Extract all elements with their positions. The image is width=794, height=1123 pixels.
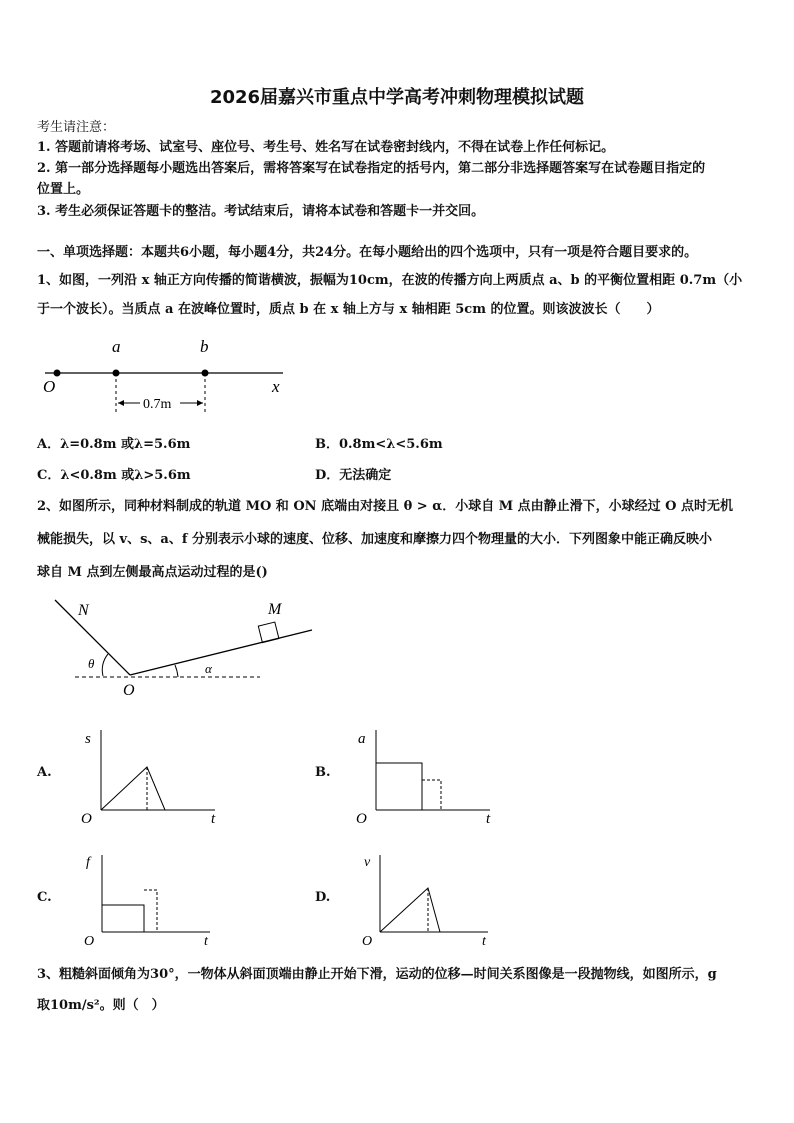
option-c[interactable]: C．λ<0.8m 或λ>5.6m	[37, 468, 191, 483]
track-figure	[0, 590, 330, 700]
x-axis-label: x	[272, 377, 280, 396]
option-b[interactable]: B．0.8m<λ<5.6m	[315, 437, 443, 452]
wave-axis-figure	[0, 330, 300, 420]
notice-item: 3. 考生必须保证答题卡的整洁。考试结束后，请将本试卷和答题卡一并交回。	[37, 204, 485, 219]
graph-b-a-t[interactable]	[350, 725, 500, 830]
question-text: 2、如图所示，同种材料制成的轨道 MO 和 ON 底端由对接且 θ > α．小球自 M 点由静止滑下，小球经过 O 点时无机	[37, 499, 734, 514]
point-m-label: M	[268, 601, 282, 618]
graph-option-label[interactable]: A.	[37, 765, 52, 780]
distance-label: 0.7m	[143, 397, 172, 412]
question-text: 械能损失，以 v、s、a、f 分别表示小球的速度、位移、加速度和摩擦力四个物理量的大小．下列图象中能正确反映小	[37, 532, 712, 547]
section-heading: 一、单项选择题：本题共6小题，每小题4分，共24分。在每小题给出的四个选项中，只有一项是符合题目要求的。	[37, 245, 698, 260]
page-title: 2026届嘉兴市重点中学高考冲刺物理模拟试题	[209, 87, 585, 108]
question-text: 1、如图，一列沿 x 轴正方向传播的简谐横波，振幅为10cm，在波的传播方向上两质点 a、b 的平衡位置相距 0.7m（小	[37, 273, 743, 288]
notice-item: 1. 答题前请将考场、试室号、座位号、考生号、姓名写在试卷密封线内，不得在试卷上作任何标记。	[37, 140, 615, 155]
origin-label: O	[43, 377, 56, 396]
point-n-label: N	[78, 602, 89, 619]
graph-axis-label: t	[204, 934, 208, 949]
point-b-label: b	[200, 337, 209, 356]
point-o-label: O	[123, 682, 135, 699]
graph-axis-label: f	[86, 855, 90, 870]
question-text: 3、粗糙斜面倾角为30°，一物体从斜面顶端由静止开始下滑，运动的位移—时间关系图像是一段抛物线，如图所示，g	[37, 967, 717, 982]
notice-item: 2. 第一部分选择题每小题选出答案后，需将答案写在试卷指定的括号内，第二部分非选择题答案写在试卷题目指定的	[37, 161, 706, 176]
graph-a-s-t[interactable]	[75, 725, 225, 830]
graph-option-label[interactable]: D.	[315, 890, 331, 905]
graph-axis-label: O	[362, 934, 373, 949]
question-text: 取10m/s²。则（ ）	[37, 998, 165, 1013]
alpha-label: α	[205, 661, 212, 676]
graph-d-v-t[interactable]	[358, 850, 498, 950]
graph-axis-label: t	[211, 811, 216, 827]
notice-heading: 考生请注意：	[37, 120, 116, 135]
option-a[interactable]: A．λ=0.8m 或λ=5.6m	[37, 437, 191, 452]
graph-axis-label: O	[84, 934, 95, 949]
graph-option-label[interactable]: B.	[315, 765, 331, 780]
option-d[interactable]: D．无法确定	[315, 468, 392, 483]
theta-label: θ	[88, 656, 95, 671]
question-text: 于一个波长）。当质点 a 在波峰位置时，质点 b 在 x 轴上方与 x 轴相距 5cm 的位置。则该波波长（ ）	[37, 302, 660, 317]
graph-axis-label: a	[358, 731, 366, 747]
graph-axis-label: O	[81, 811, 92, 827]
graph-c-f-t[interactable]	[80, 850, 220, 950]
graph-axis-label: t	[482, 934, 486, 949]
notice-item: 位置上。	[37, 182, 90, 197]
graph-axis-label: s	[85, 731, 91, 747]
point-a-label: a	[112, 337, 121, 356]
graph-axis-label: v	[364, 855, 371, 870]
question-text: 球自 M 点到左侧最高点运动过程的是()	[37, 565, 268, 580]
graph-option-label[interactable]: C.	[37, 890, 52, 905]
graph-axis-label: O	[356, 811, 367, 827]
graph-axis-label: t	[486, 811, 491, 827]
